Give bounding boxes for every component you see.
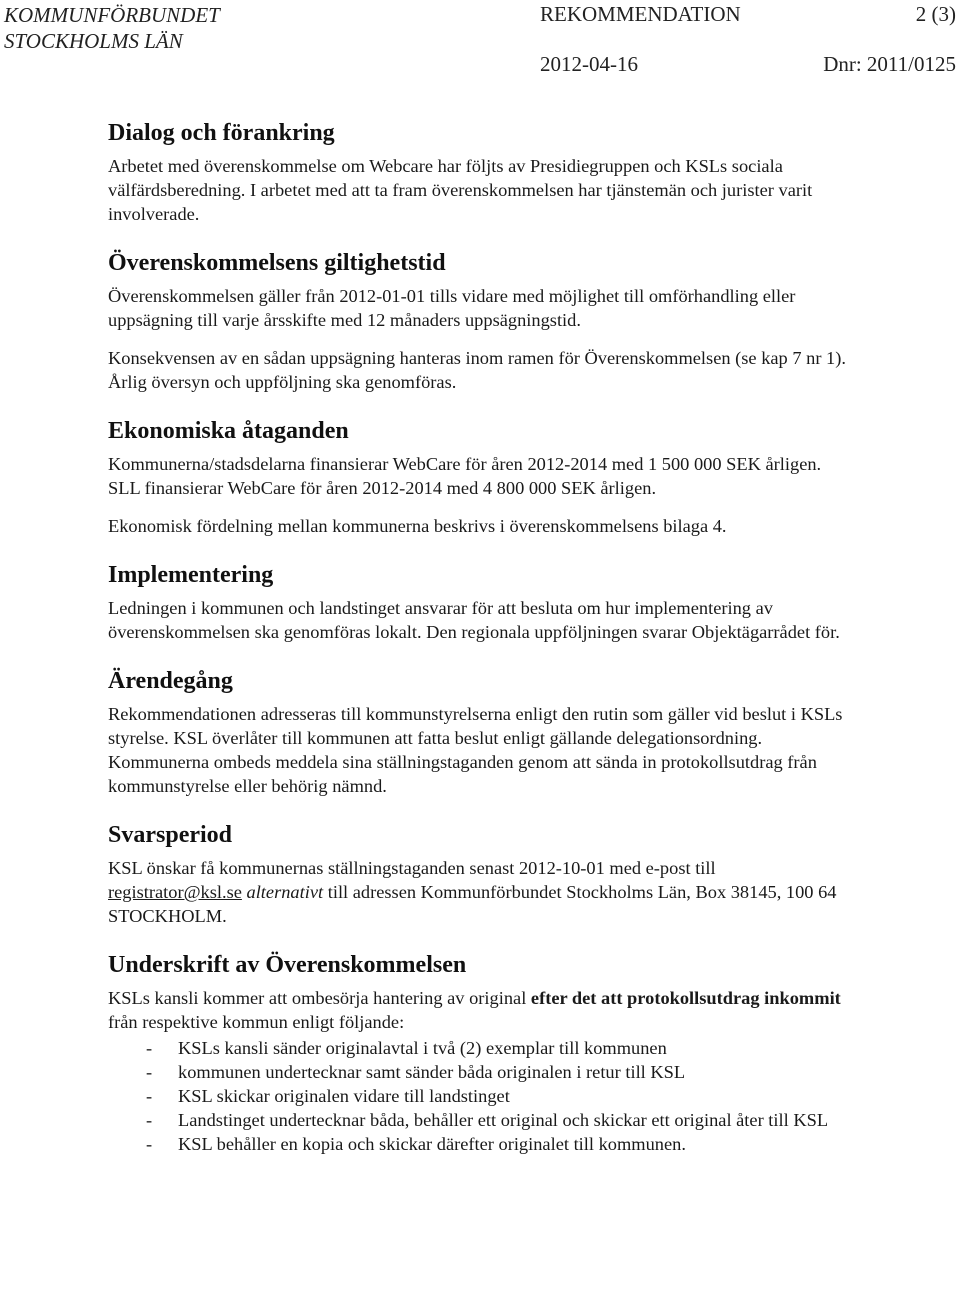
organization-line-1: KOMMUNFÖRBUNDET [4, 3, 220, 27]
list-item [108, 1084, 848, 1108]
list-dash: - [146, 1062, 153, 1082]
list-dash: - [146, 1038, 153, 1058]
paragraph [108, 856, 848, 928]
section-dialog [108, 118, 848, 226]
paragraph: Konsekvensen av en sådan uppsägning hanteras inom ramen för Överenskommelsen (se kap 7 nr 1). Årlig översyn och uppföljning ska genomföras. [108, 348, 846, 392]
text-run: till adressen Kommunförbundet Stockholms Län, Box 38145, 100 64 STOCKHOLM. [108, 882, 837, 926]
section-heading: Underskrift av Överenskommelsen [108, 952, 467, 978]
section-procedure [108, 666, 848, 798]
section-heading: Ärendegång [108, 668, 233, 694]
section-heading: Svarsperiod [108, 822, 233, 848]
italic-text: alternativt [246, 882, 324, 902]
paragraph: Överenskommelsen gäller från 2012-01-01 tills vidare med möjlighet till omförhandling eller uppsägning till varje årsskifte med 12 månaders uppsägningstid. [108, 286, 796, 330]
section-economy [108, 416, 848, 538]
section-heading: Överenskommelsens giltighetstid [108, 250, 446, 276]
section-response-period [108, 820, 848, 928]
procedure-list [108, 1036, 848, 1156]
organization-line-2: STOCKHOLMS LÄN [4, 29, 183, 53]
text-run: KSLs kansli kommer att ombesörja hantering av original [108, 988, 531, 1008]
paragraph: Rekommendationen adresseras till kommunstyrelserna enligt den rutin som gäller vid beslut i KSLs styrelse. KSL överlåter till kommunen att fatta beslut enligt gällande delegationsordning. Kommunerna ombeds meddela sina ställningstaganden genom att sända in protokollsutdrag från kommunstyrelse eller behörig nämnd. [108, 704, 843, 796]
organization-name [4, 2, 220, 54]
section-heading: Ekonomiska åtaganden [108, 418, 349, 444]
section-validity [108, 248, 848, 394]
text-run: KSL önskar få kommunernas ställningstaganden senast 2012-10-01 med e-post till [108, 858, 716, 878]
paragraph: Arbetet med överenskommelse om Webcare har följts av Presidiegruppen och KSLs sociala välfärdsberedning. I arbetet med att ta fram överenskommelsen har tjänstemän och jurister varit involverade. [108, 156, 813, 224]
list-item-text: KSL behåller en kopia och skickar därefter originalet till kommunen. [178, 1134, 686, 1154]
list-item [108, 1036, 848, 1060]
list-item-text: KSL skickar originalen vidare till landstinget [178, 1086, 510, 1106]
paragraph: Ledningen i kommunen och landstinget ansvarar för att besluta om hur implementering av överenskommelsen ska genomföras lokalt. Den regionala uppföljningen svarar Objektägarrådet för. [108, 598, 840, 642]
list-dash: - [146, 1086, 153, 1106]
text-run: från respektive kommun enligt följande: [108, 1012, 405, 1032]
registration-number: Dnr: 2011/0125 [823, 52, 956, 76]
paragraph [108, 986, 848, 1034]
document-body [108, 118, 848, 1156]
document-type: REKOMMENDATION [540, 2, 741, 26]
list-item [108, 1108, 848, 1132]
list-item [108, 1132, 848, 1156]
list-dash: - [146, 1134, 153, 1154]
list-item-text: KSLs kansli sänder originalavtal i två (2) exemplar till kommunen [178, 1038, 667, 1058]
document-date: 2012-04-16 [540, 52, 638, 76]
bold-text: efter det att protokollsutdrag inkommit [530, 988, 841, 1008]
email-link[interactable]: registrator@ksl.se [108, 882, 242, 902]
page-number: 2 (3) [915, 2, 956, 26]
section-heading: Implementering [108, 562, 274, 588]
paragraph: Ekonomisk fördelning mellan kommunerna beskrivs i överenskommelsens bilaga 4. [108, 516, 727, 536]
list-item-text: Landstinget undertecknar båda, behåller ett original och skickar ett original åter till KSL [178, 1110, 829, 1130]
section-heading: Dialog och förankring [108, 120, 335, 146]
section-signature [108, 950, 848, 1156]
list-dash: - [146, 1110, 153, 1130]
section-implementation [108, 560, 848, 644]
list-item-text: kommunen undertecknar samt sänder båda originalen i retur till KSL [178, 1062, 686, 1082]
list-item [108, 1060, 848, 1084]
paragraph: Kommunerna/stadsdelarna finansierar WebCare för åren 2012-2014 med 1 500 000 SEK årligen. SLL finansierar WebCare för åren 2012-2014 med 4 800 000 SEK årligen. [108, 454, 822, 498]
